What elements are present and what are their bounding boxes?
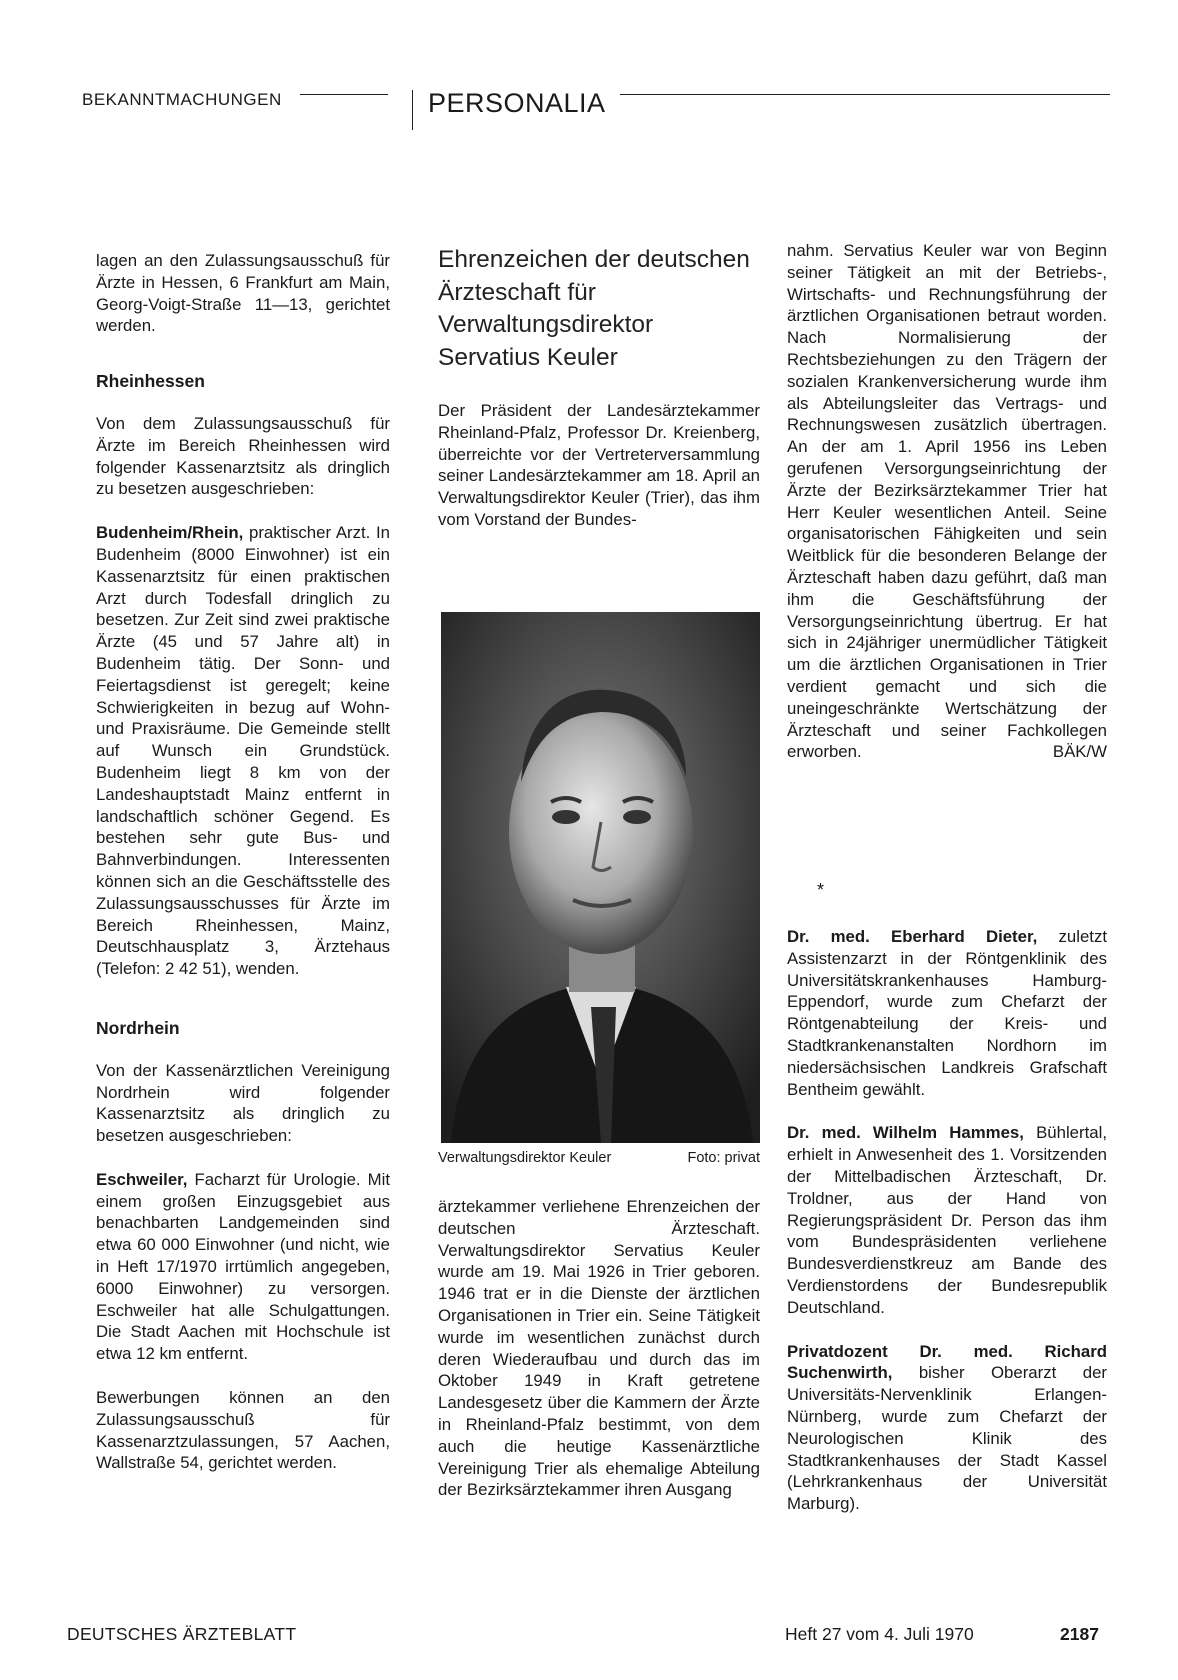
header-divider bbox=[412, 90, 413, 130]
separator-star: * bbox=[817, 880, 825, 900]
caption-text: Verwaltungsdirektor Keuler bbox=[438, 1150, 612, 1166]
article-lead: Der Präsident der Landesärztekammer Rheinland-Pfalz, Professor Dr. Kreienberg, überreichte vor der Vertreterversammlung seiner Landesärztekammer am 18. April an Verwaltungsdirektor Keuler (Trier), das ihm vom Vorstand der Bundes- bbox=[438, 401, 760, 529]
col1-paragraph: Bewerbungen können an den Zulassungsausschuß für Kassenarztzulassungen, 57 Aachen, Wallstraße 54, gerichtet werden. bbox=[96, 1388, 390, 1473]
person-name: Dr. med. Eberhard Dieter, bbox=[787, 927, 1038, 946]
listing-eschweiler: Eschweiler, Facharzt für Urologie. Mit einem großen Einzugsgebiet aus benachbarten Landgemeinden sind etwa 60 000 Einwohner (und nicht, wie in Heft 17/1970 irrtümlich angegeben, 6000 Einwohner) zu versorgen. Eschweiler hat alle Schulgattungen. Die Stadt Aachen mit Hochschule ist etwa 12 km entfernt. bbox=[96, 1169, 390, 1364]
column-3-notices bbox=[787, 926, 1107, 1515]
column-3 bbox=[787, 240, 1107, 763]
col1-paragraph: Von der Kassenärztlichen Vereinigung Nordrhein wird folgender Kassenarztsitz als dringlich zu besetzen ausgeschrieben: bbox=[96, 1060, 390, 1146]
heading-rheinhessen: Rheinhessen bbox=[96, 371, 205, 392]
personnel-notice: Privatdozent Dr. med. Richard Suchenwirth, bisher Oberarzt der Universitäts-Nervenklinik Erlangen-Nürnberg, wurde zum Chefarzt der Neurologischen Klinik des Stadtkrankenhauses der Stadt Kassel (Lehrkrankenhaus der Universität Marburg). bbox=[787, 1341, 1107, 1514]
article-title: Ehrenzeichen der deutschen Ärzteschaft für Verwaltungsdirektor Servatius Keuler bbox=[438, 246, 750, 371]
col1-paragraph: Von dem Zulassungsausschuß für Ärzte im Bereich Rheinhessen wird folgender Kassenarztsitz als dringlich zu besetzen ausgeschrieben: bbox=[96, 413, 390, 499]
page-number: 2187 bbox=[1060, 1624, 1099, 1644]
listing-budenheim: Budenheim/Rhein, praktischer Arzt. In Budenheim (8000 Einwohner) ist ein Kassenarztsitz für einen praktischen Arzt durch Todesfall dringlich zu besetzen. Zur Zeit sind zwei praktische Ärzte (45 und 57 Jahre alt) in Budenheim tätig. Der Sonn- und Feiertagsdienst ist geregelt; keine Schwierigkeiten in bezug auf Wohn- und Praxisräume. Die Gemeinde stellt auf Wunsch ein Grundstück. Budenheim liegt 8 km von der Landeshauptstadt Mainz entfernt in landschaftlich schöner Gegend. Es bestehen sehr gute Bus- und Bahnverbindungen. Interessenten können sich an die Geschäftsstelle des Zulassungsausschusses für Ärzte im Bereich Rheinhessen, Mainz, Deutschhausplatz 3, Ärztehaus (Telefon: 2 42 51), wenden. bbox=[96, 523, 390, 979]
section-label: BEKANNTMACHUNGEN bbox=[82, 90, 282, 109]
person-name: Privatdozent Dr. med. Richard Suchenwirth, bbox=[787, 1341, 1107, 1383]
portrait-illustration bbox=[441, 612, 760, 1143]
col1-paragraph-continued: lagen an den Zulassungsausschuß für Ärzte in Hessen, 6 Frankfurt am Main, Georg-Voigt-Straße 11—13, gerichtet werden. bbox=[96, 251, 390, 336]
listing-location: Eschweiler, bbox=[96, 1169, 188, 1189]
article-body: ärztekammer verliehene Ehrenzeichen der deutschen Ärzteschaft. Verwaltungsdirektor Servatius Keuler wurde am 19. Mai 1926 in Trier geboren. 1946 trat er in die Dienste der ärztlichen Organisationen in Trier ein. Seine Tätigkeit wurde im wesentlichen zunächst durch deren Wiederaufbau und durch das im Oktober 1949 in Kraft getretene Landesgesetz über die Kammern der Ärzte in Rheinland-Pfalz bestimmt, von dem auch die heutige Kassenärztliche Vereinigung Trier als ehemalige Abteilung der Bezirksärztekammer ihren Ausgang bbox=[438, 1197, 760, 1500]
issue-info: Heft 27 vom 4. Juli 1970 bbox=[785, 1624, 974, 1644]
header-rule-right bbox=[620, 94, 1110, 95]
heading-nordrhein: Nordrhein bbox=[96, 1017, 180, 1038]
column-1 bbox=[96, 250, 390, 1474]
photo-caption bbox=[438, 1150, 760, 1166]
article-body-end: nahm. Servatius Keuler war von Beginn seiner Tätigkeit an mit der Betriebs-, Wirtschafts- und Rechnungsführung der ärztlichen Organisationen betraut worden. Nach Normalisierung der Rechtsbeziehungen zu den Trägern der sozialen Krankenversicherung wurde ihm als Abteilungsleiter das Vertrags- und Rechnungswesen zusätzlich übertragen. An der am 1. April 1956 ins Leben gerufenen Versorgungseinrichtung der Ärzte der Bezirksärztekammer Trier hat Herr Keuler wesentlichen Anteil. Seine organisatorischen Fähigkeiten und sein Weitblick für die besonderen Belange der Ärzteschaft haben dazu geführt, daß man ihm die Geschäftsführung der Versorgungseinrichtung übertrug. Er hat sich in 24jähriger unermüdlicher Tätigkeit um die ärztlichen Organisationen in Trier verdient gemacht und sich die uneingeschränkte Wertschätzung der Ärzteschaft und seiner Fachkollegen erworben. BÄK/W bbox=[787, 241, 1107, 762]
person-name: Dr. med. Wilhelm Hammes, bbox=[787, 1123, 1024, 1143]
column-2 bbox=[438, 244, 760, 531]
photo-credit: Foto: privat bbox=[687, 1150, 760, 1166]
personalia-heading: PERSONALIA bbox=[428, 88, 606, 118]
listing-location: Budenheim/Rhein, bbox=[96, 523, 244, 543]
column-2-continued bbox=[438, 1196, 760, 1501]
header-rule-left bbox=[300, 94, 388, 95]
personnel-notice: Dr. med. Wilhelm Hammes, Bühlertal, erhielt in Anwesenheit des 1. Vorsitzenden der Mittelbadischen Ärzteschaft, Dr. Troldner, aus der Hand von Regierungspräsident Dr. Person das ihm vom Bundespräsidenten verliehene Bundesverdienstkreuz am Bande des Verdienstordens der Bundesrepublik Deutschland. bbox=[787, 1123, 1107, 1317]
article-signature: BÄK/W bbox=[1052, 742, 1107, 762]
portrait-photo bbox=[441, 612, 760, 1143]
personnel-notice: Dr. med. Eberhard Dieter, zuletzt Assistenzarzt in der Röntgenklinik des Universitätskrankenhauses Hamburg-Eppendorf, wurde zum Chefarzt der Röntgenabteilung der Kreis- und Stadtkrankenanstalten Nordhorn im niedersächsischen Landkreis Grafschaft Bentheim gewählt. bbox=[787, 927, 1107, 1099]
journal-name: DEUTSCHES ÄRZTEBLATT bbox=[67, 1624, 297, 1644]
